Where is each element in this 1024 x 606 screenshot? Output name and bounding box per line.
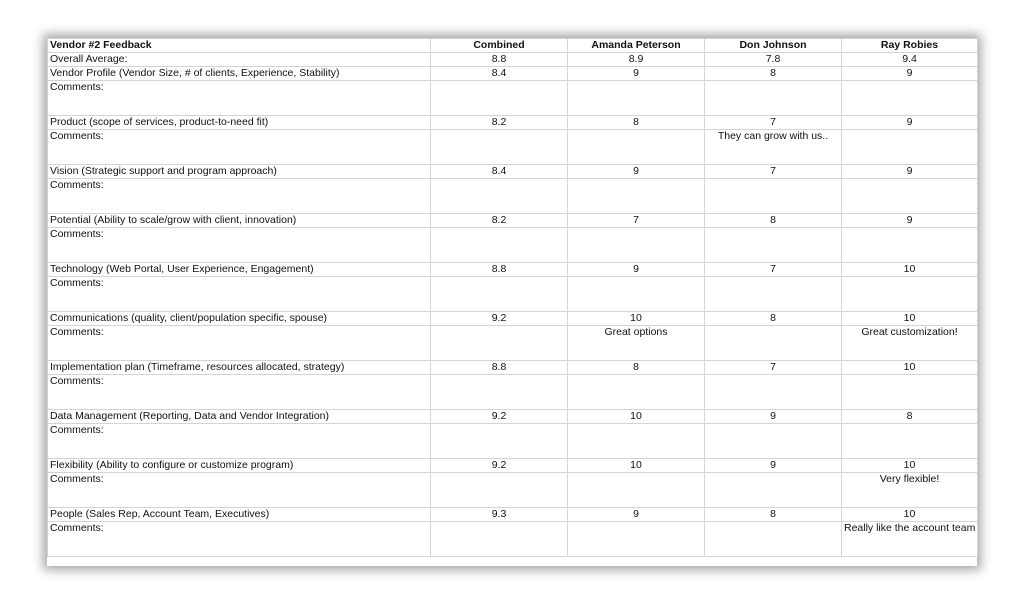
criteria-label[interactable]: Vendor Profile (Vendor Size, # of clients, Experience, Stability)	[48, 67, 431, 81]
comment-amanda-peterson[interactable]	[568, 473, 705, 508]
comments-label[interactable]: Comments:	[48, 375, 431, 410]
score-combined[interactable]: 8.2	[431, 116, 568, 130]
score-combined[interactable]: 8.8	[431, 263, 568, 277]
score-amanda-peterson[interactable]: 9	[568, 263, 705, 277]
score-ray-robies[interactable]: 10	[842, 312, 978, 326]
score-don-johnson[interactable]: 9	[705, 459, 842, 473]
criteria-label[interactable]: Product (scope of services, product-to-need fit)	[48, 116, 431, 130]
comments-row	[48, 179, 978, 214]
comments-label[interactable]: Comments:	[48, 473, 431, 508]
overall-combined[interactable]: 8.8	[431, 53, 568, 67]
score-amanda-peterson[interactable]: 7	[568, 214, 705, 228]
comment-don-johnson[interactable]	[705, 228, 842, 263]
score-ray-robies[interactable]: 9	[842, 214, 978, 228]
score-don-johnson[interactable]: 9	[705, 410, 842, 424]
criteria-row	[48, 263, 978, 277]
comments-row	[48, 130, 978, 165]
score-ray-robies[interactable]: 10	[842, 361, 978, 375]
comment-ray-robies[interactable]	[842, 375, 978, 410]
comment-ray-robies[interactable]	[842, 130, 978, 165]
score-don-johnson[interactable]: 8	[705, 214, 842, 228]
criteria-row	[48, 312, 978, 326]
comment-combined[interactable]	[431, 473, 568, 508]
comments-row	[48, 326, 978, 361]
score-amanda-peterson[interactable]: 8	[568, 361, 705, 375]
criteria-row	[48, 214, 978, 228]
comment-amanda-peterson[interactable]	[568, 277, 705, 312]
score-ray-robies[interactable]: 10	[842, 459, 978, 473]
score-amanda-peterson[interactable]: 10	[568, 312, 705, 326]
comment-don-johnson[interactable]	[705, 326, 842, 361]
comments-row	[48, 473, 978, 508]
comments-label[interactable]: Comments:	[48, 130, 431, 165]
comment-combined[interactable]	[431, 326, 568, 361]
criteria-label[interactable]: People (Sales Rep, Account Team, Executives)	[48, 508, 431, 522]
comment-amanda-peterson[interactable]	[568, 375, 705, 410]
comment-ray-robies[interactable]	[842, 424, 978, 459]
comment-ray-robies[interactable]	[842, 277, 978, 312]
criteria-row	[48, 165, 978, 179]
score-combined[interactable]: 8.4	[431, 67, 568, 81]
comment-don-johnson[interactable]	[705, 277, 842, 312]
comments-label[interactable]: Comments:	[48, 277, 431, 312]
score-don-johnson[interactable]: 8	[705, 67, 842, 81]
comment-don-johnson[interactable]	[705, 81, 842, 116]
sheet-title[interactable]: Vendor #2 Feedback	[48, 39, 431, 53]
comment-don-johnson[interactable]	[705, 375, 842, 410]
comments-label[interactable]: Comments:	[48, 179, 431, 214]
comment-amanda-peterson[interactable]	[568, 522, 705, 557]
comment-ray-robies[interactable]	[842, 81, 978, 116]
criteria-row	[48, 361, 978, 375]
score-don-johnson[interactable]: 7	[705, 361, 842, 375]
overall-ray-robies[interactable]: 9.4	[842, 53, 978, 67]
score-don-johnson[interactable]: 7	[705, 116, 842, 130]
overall-don-johnson[interactable]: 7.8	[705, 53, 842, 67]
criteria-label[interactable]: Vision (Strategic support and program approach)	[48, 165, 431, 179]
comment-amanda-peterson[interactable]: Great options	[568, 326, 705, 361]
criteria-row	[48, 459, 978, 473]
comment-don-johnson[interactable]	[705, 522, 842, 557]
criteria-label[interactable]: Communications (quality, client/population specific, spouse)	[48, 312, 431, 326]
column-header-ray-robies[interactable]: Ray Robies	[842, 39, 978, 53]
criteria-row	[48, 67, 978, 81]
score-ray-robies[interactable]: 9	[842, 165, 978, 179]
score-amanda-peterson[interactable]: 9	[568, 165, 705, 179]
comment-ray-robies[interactable]: Really like the account team	[842, 522, 978, 557]
comment-amanda-peterson[interactable]	[568, 228, 705, 263]
feedback-table	[47, 38, 978, 557]
comments-row	[48, 424, 978, 459]
score-ray-robies[interactable]: 10	[842, 263, 978, 277]
score-combined[interactable]: 9.3	[431, 508, 568, 522]
score-don-johnson[interactable]: 7	[705, 165, 842, 179]
score-don-johnson[interactable]: 8	[705, 508, 842, 522]
comment-combined[interactable]	[431, 277, 568, 312]
column-header-combined[interactable]: Combined	[431, 39, 568, 53]
score-amanda-peterson[interactable]: 10	[568, 459, 705, 473]
criteria-label[interactable]: Data Management (Reporting, Data and Vendor Integration)	[48, 410, 431, 424]
comment-combined[interactable]	[431, 522, 568, 557]
criteria-label[interactable]: Flexibility (Ability to configure or customize program)	[48, 459, 431, 473]
criteria-label[interactable]: Technology (Web Portal, User Experience, Engagement)	[48, 263, 431, 277]
score-don-johnson[interactable]: 8	[705, 312, 842, 326]
comments-label[interactable]: Comments:	[48, 326, 431, 361]
comment-combined[interactable]	[431, 130, 568, 165]
comment-amanda-peterson[interactable]	[568, 81, 705, 116]
overall-average-row	[48, 53, 978, 67]
comments-label[interactable]: Comments:	[48, 424, 431, 459]
criteria-row	[48, 508, 978, 522]
header-row	[48, 39, 978, 53]
comments-label[interactable]: Comments:	[48, 81, 431, 116]
comment-don-johnson[interactable]	[705, 424, 842, 459]
score-combined[interactable]: 8.2	[431, 214, 568, 228]
comment-combined[interactable]	[431, 179, 568, 214]
comment-don-johnson[interactable]	[705, 179, 842, 214]
comment-combined[interactable]	[431, 228, 568, 263]
score-combined[interactable]: 8.4	[431, 165, 568, 179]
score-amanda-peterson[interactable]: 9	[568, 67, 705, 81]
score-amanda-peterson[interactable]: 10	[568, 410, 705, 424]
score-ray-robies[interactable]: 10	[842, 508, 978, 522]
score-combined[interactable]: 8.8	[431, 361, 568, 375]
score-don-johnson[interactable]: 7	[705, 263, 842, 277]
comment-ray-robies[interactable]: Great customization!	[842, 326, 978, 361]
comment-combined[interactable]	[431, 81, 568, 116]
comment-amanda-peterson[interactable]	[568, 424, 705, 459]
comment-amanda-peterson[interactable]	[568, 179, 705, 214]
comment-combined[interactable]	[431, 424, 568, 459]
comment-don-johnson[interactable]	[705, 473, 842, 508]
score-ray-robies[interactable]: 9	[842, 116, 978, 130]
comments-row	[48, 375, 978, 410]
column-header-amanda-peterson[interactable]: Amanda Peterson	[568, 39, 705, 53]
comment-ray-robies[interactable]	[842, 179, 978, 214]
comments-label[interactable]: Comments:	[48, 228, 431, 263]
comment-amanda-peterson[interactable]	[568, 130, 705, 165]
column-header-don-johnson[interactable]: Don Johnson	[705, 39, 842, 53]
comment-ray-robies[interactable]	[842, 228, 978, 263]
score-ray-robies[interactable]: 8	[842, 410, 978, 424]
comments-row	[48, 228, 978, 263]
score-combined[interactable]: 9.2	[431, 459, 568, 473]
comment-ray-robies[interactable]: Very flexible!	[842, 473, 978, 508]
score-amanda-peterson[interactable]: 9	[568, 508, 705, 522]
score-combined[interactable]: 9.2	[431, 312, 568, 326]
criteria-row	[48, 410, 978, 424]
overall-average-label[interactable]: Overall Average:	[48, 53, 431, 67]
criteria-label[interactable]: Potential (Ability to scale/grow with client, innovation)	[48, 214, 431, 228]
comments-label[interactable]: Comments:	[48, 522, 431, 557]
overall-amanda-peterson[interactable]: 8.9	[568, 53, 705, 67]
criteria-label[interactable]: Implementation plan (Timeframe, resources allocated, strategy)	[48, 361, 431, 375]
comment-combined[interactable]	[431, 375, 568, 410]
comments-row	[48, 522, 978, 557]
criteria-row	[48, 116, 978, 130]
comments-row	[48, 277, 978, 312]
comments-row	[48, 81, 978, 116]
comment-don-johnson[interactable]: They can grow with us..	[705, 130, 842, 165]
score-combined[interactable]: 9.2	[431, 410, 568, 424]
score-amanda-peterson[interactable]: 8	[568, 116, 705, 130]
feedback-sheet	[47, 38, 977, 566]
score-ray-robies[interactable]: 9	[842, 67, 978, 81]
